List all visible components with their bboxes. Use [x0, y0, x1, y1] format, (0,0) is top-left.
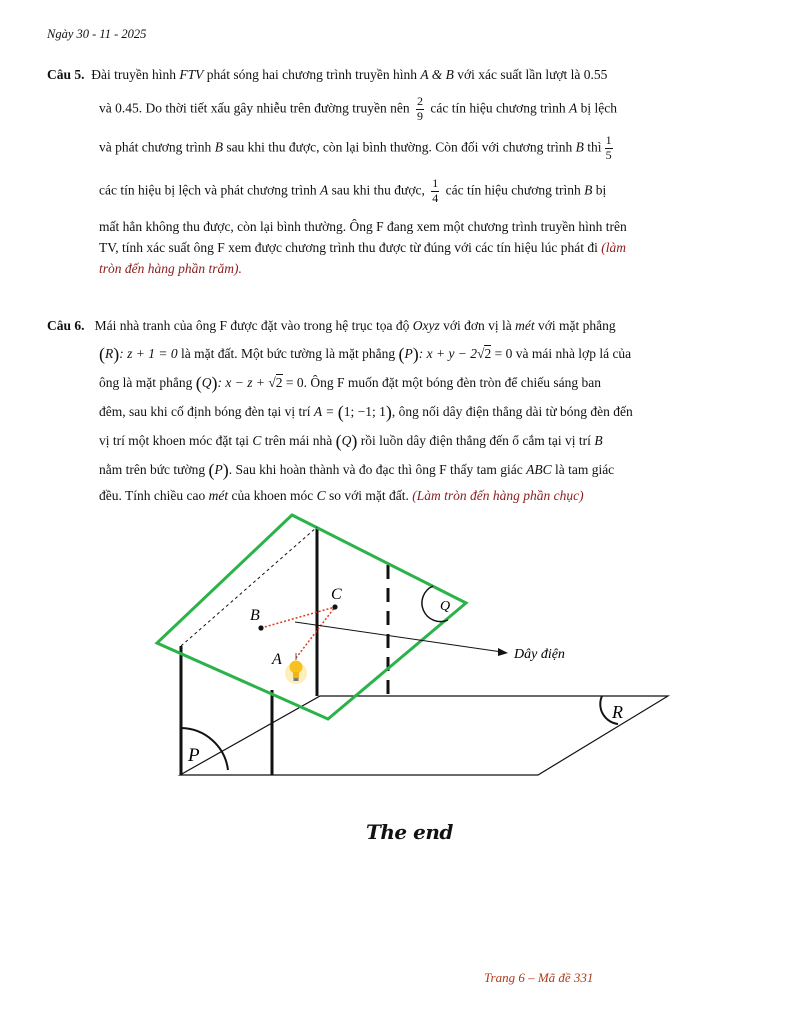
q6-line-6: nằm trên bức tường (P). Sau khi hoàn thành và đo đạc thì ông F thấy tam giác ABC là tam giác — [99, 460, 615, 480]
fraction-1-4: $\frac{1}{4}$ — [432, 176, 439, 205]
q6-line-5: vị trí một khoen móc đặt tại C trên mái nhà (Q) rồi luồn dây điện thẳng đến ổ cắm tại vị trí B — [99, 431, 603, 451]
the-end-text: The end — [366, 820, 453, 844]
q5-line-3: và phát chương trình B sau khi thu được, còn lại bình thường. Còn đối với chương trình B thì $\frac{1}{5}$ — [99, 133, 612, 162]
q6-line-7: đều. Tính chiều cao mét của khoen móc C so với mặt đất. (Làm tròn đến hàng phần chục) — [99, 488, 584, 503]
wire-pointer-arrow — [295, 622, 502, 652]
q6-line-1: Câu 6. Mái nhà tranh của ông F được đặt vào trong hệ trục tọa độ Oxyz với đơn vị là mét với mặt phẳng — [47, 318, 616, 333]
label-b: B — [250, 607, 260, 624]
light-bulb-icon — [285, 653, 307, 684]
point-b — [258, 625, 263, 630]
q5-line-6: TV, tính xác suất ông F xem được chương trình thu được từ đúng với các tín hiệu lúc phát đi (làm — [99, 240, 626, 255]
q5-line-1: Câu 5. Đài truyền hình FTV phát sóng hai chương trình truyền hình A & B với xác suất lần lượt là 0.55 — [47, 67, 608, 82]
point-c — [332, 604, 337, 609]
ground-plane-r — [180, 696, 668, 775]
date-header: Ngày 30 - 11 - 2025 — [47, 27, 147, 41]
fraction-1-5: $\frac{1}{5}$ — [605, 133, 612, 162]
wire-b-c — [261, 607, 335, 628]
label-a: A — [272, 651, 282, 668]
arrow-head — [498, 648, 508, 656]
roof-hidden-edge — [181, 527, 317, 646]
label-c: C — [331, 586, 342, 603]
wire-label: Dây điện — [514, 647, 565, 662]
q5-line-7: tròn đến hàng phần trăm). — [99, 261, 242, 276]
q5-line-4: các tín hiệu bị lệch và phát chương trình A sau khi thu được, $\frac{1}{4}$ các tín hiệu chương trình B bị — [99, 176, 607, 205]
label-r: R — [612, 702, 623, 722]
q5-line-5: mất hẳn không thu được, còn lại bình thường. Ông F đang xem một chương trình truyền hình trên — [99, 219, 627, 234]
fraction-2-9: $\frac{2}{9}$ — [417, 94, 424, 123]
label-q: Q — [440, 599, 451, 614]
q5-line-2: và 0.45. Do thời tiết xấu gây nhiễu trên đường truyền nên $\frac{2}{9}$ các tín hiệu chương trình A bị lệch — [99, 94, 617, 123]
q6-line-2: (R): z + 1 = 0 là mặt đất. Một bức tường là mặt phẳng (P): x + y − 2√2 = 0 và mái nhà lợp lá của — [99, 344, 632, 364]
label-p: P — [188, 745, 200, 766]
roof-plane-q — [157, 515, 466, 719]
page-footer: Trang 6 – Mã đề 331 — [484, 970, 594, 985]
q6-line-3: ông là mặt phẳng (Q): x − z + √2 = 0. Ông F muốn đặt một bóng đèn tròn để chiếu sáng ban — [99, 373, 601, 393]
q6-line-4: đêm, sau khi cố định bóng đèn tại vị trí A = (1; −1; 1), ông nối dây điện thẳng dài từ bóng đèn đến — [99, 402, 633, 422]
